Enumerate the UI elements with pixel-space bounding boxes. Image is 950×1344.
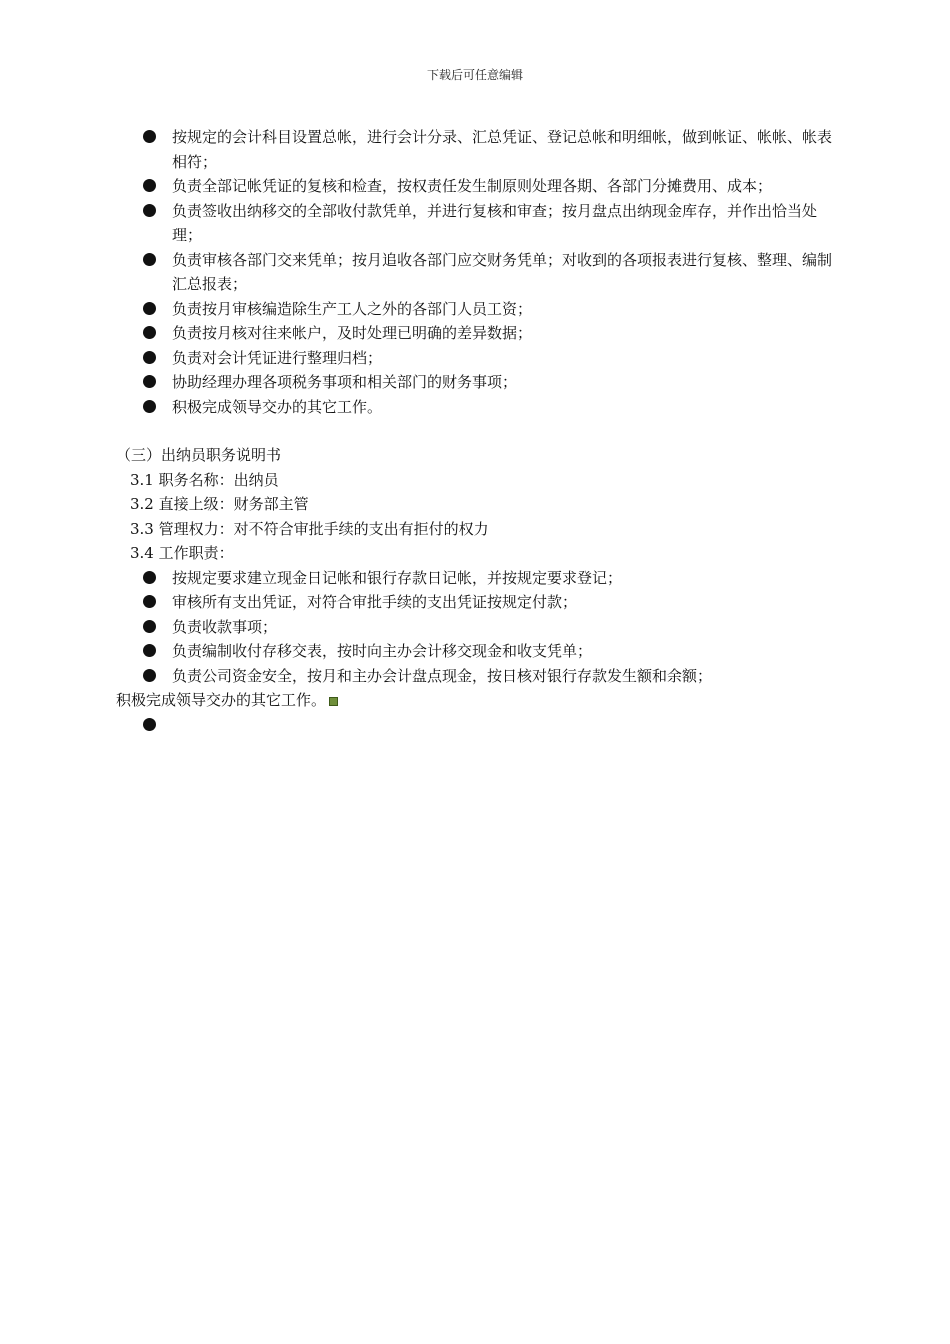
orphan-text: 积极完成领导交办的其它工作。 (116, 691, 327, 709)
list-item (116, 370, 846, 395)
list-item-text: 负责按月审核编造除生产工人之外的各部门人员工资； (172, 299, 533, 318)
bullet-icon (143, 204, 156, 217)
bullet-icon (143, 620, 156, 633)
list-item-text: 负责编制收付存移交表，按时向主办会计移交现金和收支凭单； (172, 642, 593, 660)
bullet-icon (143, 253, 156, 266)
bullet-icon (143, 302, 156, 315)
list-item-text: 负责收款事项； (172, 617, 278, 636)
section-title: （三）出纳员职务说明书 (116, 446, 282, 464)
anchor-marker-icon (329, 697, 338, 706)
field-supervisor: 3.2 直接上级：财务部主管 (130, 495, 309, 513)
list-item-text: 按规定的会计科目设置总帐，进行会计分录、汇总凭证、登记总帐和明细帐，做到帐证、帐帐、帐表相符； (172, 128, 833, 171)
list-item (116, 297, 846, 322)
bullet-icon (143, 400, 156, 413)
field-job-title: 3.1 职务名称：出纳员 (130, 470, 279, 489)
list-item-text: 审核所有支出凭证，对符合审批手续的支出凭证按规定付款； (172, 593, 578, 611)
field-authority: 3.3 管理权力：对不符合审批手续的支出有拒付的权力 (130, 519, 489, 538)
bullet-icon (143, 571, 156, 584)
empty-list-item (116, 713, 846, 738)
list-item-text: 负责审核各部门交来凭单；按月追收各部门应交财务凭单；对收到的各项报表进行复核、整理、编制汇总报表； (172, 250, 833, 293)
bullet-icon (143, 718, 156, 731)
bullet-icon (143, 595, 156, 608)
list-item-text: 负责对会计凭证进行整理归档； (172, 348, 383, 367)
list-item-text: 积极完成领导交办的其它工作。 (172, 397, 383, 416)
cashier-duties-list (116, 566, 846, 689)
bullet-icon (143, 669, 156, 682)
list-item (116, 566, 846, 591)
list-item (116, 174, 846, 199)
list-item-text: 负责按月核对往来帐户，及时处理已明确的差异数据； (172, 324, 533, 342)
list-item-text: 按规定要求建立现金日记帐和银行存款日记帐，并按规定要求登记； (172, 568, 623, 587)
accountant-duties-list (116, 125, 846, 419)
bullet-icon (143, 644, 156, 657)
list-item-text: 协助经理办理各项税务事项和相关部门的财务事项； (172, 373, 518, 391)
list-item (116, 590, 846, 615)
page-header: 下载后可任意编辑 (426, 68, 523, 82)
list-item (116, 321, 846, 346)
bullet-icon (143, 375, 156, 388)
bullet-icon (143, 326, 156, 339)
bullet-icon (143, 351, 156, 364)
list-item (116, 395, 846, 420)
bullet-icon (143, 130, 156, 143)
list-item (116, 639, 846, 664)
list-item-text: 负责公司资金安全，按月和主办会计盘点现金，按日核对银行存款发生额和余额； (172, 666, 713, 685)
list-item (116, 199, 846, 248)
list-item (116, 664, 846, 689)
list-item (116, 248, 846, 297)
orphan-text-line (116, 688, 846, 713)
document-body (116, 125, 846, 737)
section-spacer (116, 419, 846, 443)
list-item (116, 346, 846, 371)
bullet-icon (143, 179, 156, 192)
field-responsibilities: 3.4 工作职责： (130, 544, 234, 562)
list-item-text: 负责签收出纳移交的全部收付款凭单，并进行复核和审查；按月盘点出纳现金库存，并作出恰当处理； (172, 201, 818, 244)
list-item (116, 125, 846, 174)
list-item (116, 615, 846, 640)
list-item-text: 负责全部记帐凭证的复核和检查，按权责任发生制原则处理各期、各部门分摊费用、成本； (172, 177, 773, 195)
